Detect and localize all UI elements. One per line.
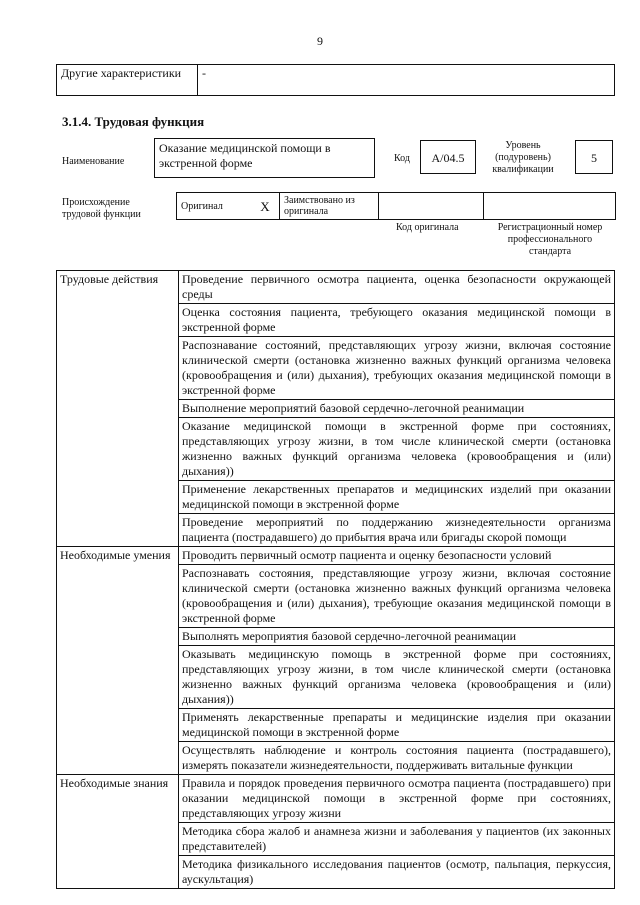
table-row: [57, 400, 615, 418]
item-text: Правила и порядок проведения первичного осмотра пациента (пострадавшего) при оказании медицинской помощи в экстренной форме при состояниях, представляющих угрозу жизни: [179, 775, 615, 823]
item-text: Распознавать состояния, представляющие угрозу жизни, включая состояние клинической смерти (остановка жизненно важных функций организма человека (кровообращения и (или) дыхания), требующие оказания медицинской помощи в экстренной форме: [179, 565, 615, 628]
category-cell: [57, 823, 179, 856]
name-value: Оказание медицинской помощи в экстренной форме: [154, 138, 375, 178]
code-label: Код: [394, 153, 410, 164]
table-row: [57, 856, 615, 889]
code-original-label: Код оригинала: [396, 222, 459, 233]
item-text: Методика сбора жалоб и анамнеза жизни и заболевания у пациентов (их законных представителей): [179, 823, 615, 856]
item-text: Методика физикального исследования пациентов (осмотр, пальпация, перкуссия, аускультация): [179, 856, 615, 889]
item-text: Проводить первичный осмотр пациента и оценку безопасности условий: [179, 547, 615, 565]
category-cell: [57, 646, 179, 709]
table-row: [57, 823, 615, 856]
category-cell: [57, 856, 179, 889]
table-row: [57, 514, 615, 547]
other-characteristics-label: Другие характеристики: [57, 65, 198, 96]
category-cell: [57, 304, 179, 337]
table-row: [57, 742, 615, 775]
category-cell: [57, 742, 179, 775]
reg-number-label: Регистрационный номер профессионального стандарта: [497, 222, 603, 257]
original-mark: X: [251, 193, 280, 220]
category-cell: [57, 709, 179, 742]
name-label: Наименование: [62, 156, 125, 167]
item-text: Осуществлять наблюдение и контроль состояния пациента (пострадавшего), измерять показатели жизнедеятельности, поддерживать витальные функции: [179, 742, 615, 775]
item-text: Оказывать медицинскую помощь в экстренной форме при состояниях, представляющих угрозу жизни, в том числе клинической смерти (остановка жизненно важных функций организма человека (кровообращения и (или) дыхания)): [179, 646, 615, 709]
item-text: Распознавание состояний, представляющих угрозу жизни, включая состояние клинической смерти (остановка жизненно важных функций организма человека (кровообращения и (или) дыхания), требующих оказания медицинской помощи в экстренной форме: [179, 337, 615, 400]
item-text: Применять лекарственные препараты и медицинские изделия при оказании медицинской помощи в экстренной форме: [179, 709, 615, 742]
level-label: Уровень (подуровень) квалификации: [492, 140, 554, 175]
table-row: [57, 271, 615, 304]
category-label: Трудовые действия: [57, 271, 179, 304]
other-characteristics-table: [56, 64, 615, 96]
category-cell: [57, 418, 179, 481]
category-cell: [57, 628, 179, 646]
item-text: Проведение первичного осмотра пациента, оценка безопасности окружающей среды: [179, 271, 615, 304]
category-cell: [57, 481, 179, 514]
item-text: Оценка состояния пациента, требующего оказания медицинской помощи в экстренной форме: [179, 304, 615, 337]
code-value: A/04.5: [420, 140, 476, 174]
code-original-cell: [379, 193, 484, 220]
table-row: [57, 565, 615, 628]
other-characteristics-value: -: [198, 65, 615, 96]
origin-table: [176, 192, 616, 220]
item-text: Проведение мероприятий по поддержанию жизнедеятельности организма пациента (пострадавшего) до прибытия врача или бригады скорой помощи: [179, 514, 615, 547]
table-row: [57, 646, 615, 709]
item-text: Применение лекарственных препаратов и медицинских изделий при оказании медицинской помощи в экстренной форме: [179, 481, 615, 514]
function-table: [56, 270, 615, 889]
category-cell: [57, 400, 179, 418]
item-text: Оказание медицинской помощи в экстренной форме при состояниях, представляющих угрозу жизни, в том числе клинической смерти (остановка жизненно важных функций организма человека (кровообращения и (или) дыхания)): [179, 418, 615, 481]
borrowed-label: Заимствовано из оригинала: [280, 193, 379, 220]
item-text: Выполнять мероприятия базовой сердечно-легочной реанимации: [179, 628, 615, 646]
reg-number-cell: [484, 193, 616, 220]
table-row: [57, 547, 615, 565]
category-cell: [57, 565, 179, 628]
table-row: [57, 337, 615, 400]
item-text: Выполнение мероприятий базовой сердечно-легочной реанимации: [179, 400, 615, 418]
section-title: 3.1.4. Трудовая функция: [62, 114, 205, 129]
table-row: [57, 775, 615, 823]
category-label: Необходимые умения: [57, 547, 179, 565]
level-value: 5: [575, 140, 613, 174]
table-row: [57, 628, 615, 646]
origin-label: Происхождение трудовой функции: [62, 197, 141, 220]
category-label: Необходимые знания: [57, 775, 179, 823]
table-row: [57, 709, 615, 742]
category-cell: [57, 337, 179, 400]
page-number: 9: [317, 34, 323, 48]
original-label: Оригинал: [177, 193, 252, 220]
table-row: [57, 418, 615, 481]
table-row: [57, 304, 615, 337]
table-row: [57, 481, 615, 514]
category-cell: [57, 514, 179, 547]
